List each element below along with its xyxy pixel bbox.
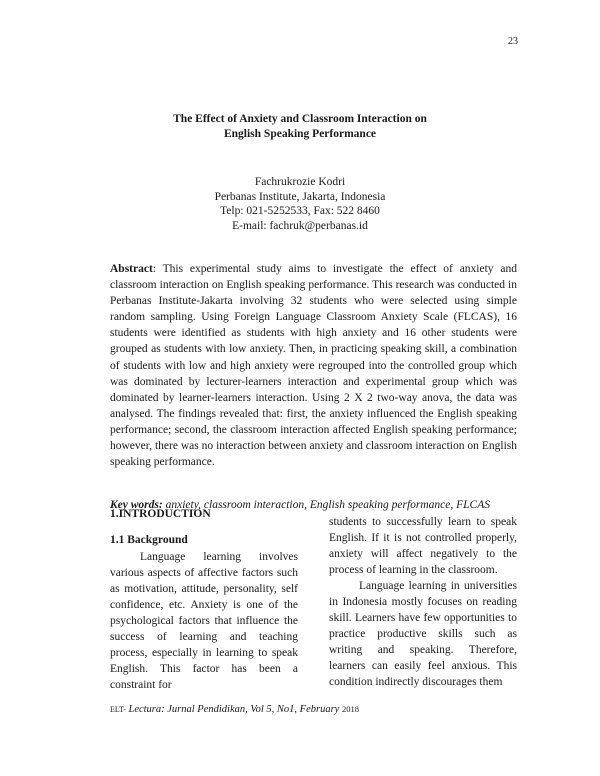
author-name: Fachrukrozie Kodri [254, 176, 346, 188]
page-number: 23 [508, 36, 518, 47]
section-heading-introduction: 1.INTRODUCTION [110, 508, 211, 520]
keywords-text: anxiety, classroom interaction, English speaking performance, FLCAS [162, 499, 491, 511]
title-line-2: English Speaking Performance [223, 128, 377, 140]
abstract-label: Abstract [110, 263, 153, 275]
author-affiliation: Perbanas Institute, Jakarta, Indonesia [214, 190, 386, 203]
abstract-text: : This experimental study aims to investigate the effect of anxiety and classroom interaction on English speaking performance. This research was conducted in Perbanas Institute-Jakarta involving 32 students who were selected using simple random sampling. Using Foreign Language Classroom Anxiety Scale (FLCAS), 16 students were identified as students with high anxiety and 16 other students were grouped as students with low anxiety. Then, in practicing speaking skill, a combination of students with low and high anxiety were regrouped into the controlled group which was dominated by lecturer-learners interaction and experimental group which was dominated by learner-learners interaction. Using 2 X 2 two-way anova, the data was analysed. The findings revealed that: first, the anxiety influenced the English speaking performance; second, the classroom interaction affected English speaking performance; however, there was no interaction between anxiety and classroom interaction on English speaking performance. [110, 263, 517, 469]
footer-journal: Lectura: Jurnal Pendidikan, Vol 5, No1, February [125, 704, 342, 715]
keywords-label: Key words: [110, 499, 163, 511]
intro-paragraph-2: Language learning in universities in Indonesia mostly focuses on reading skill. Learners have few opportunities to practice productive skills such as writing and speaking. Therefore, learners can easily feel anxious. This condition indirectly discourages them [329, 580, 517, 688]
paper-title [0, 112, 600, 142]
author-email: E-mail: fachruk@perbanas.id [232, 219, 368, 232]
footer-prefix: ELT- [110, 705, 126, 714]
intro-paragraph-1: Language learning involves various aspects of affective factors such as motivation, attitude, personality, self confidence, etc. Anxiety is one of the psychological factors that influence the success of learning and teaching process, especially in learning to speak English. This factor has been a constraint for [110, 551, 298, 691]
author-contact: Telp: 021-5252533, Fax: 522 8460 [220, 205, 380, 217]
intro-paragraph-1-continued: students to successfully learn to speak English. If it is not controlled properly, anxiety will affect negatively to the process of learning in the classroom. [329, 516, 517, 576]
author-block [0, 175, 600, 233]
subsection-heading-background: 1.1 Background [110, 534, 188, 546]
journal-footer [110, 704, 359, 715]
right-column [329, 514, 517, 690]
footer-year: 2018 [341, 704, 359, 714]
title-line-1: The Effect of Anxiety and Classroom Interaction on [173, 113, 427, 125]
abstract [110, 261, 517, 470]
